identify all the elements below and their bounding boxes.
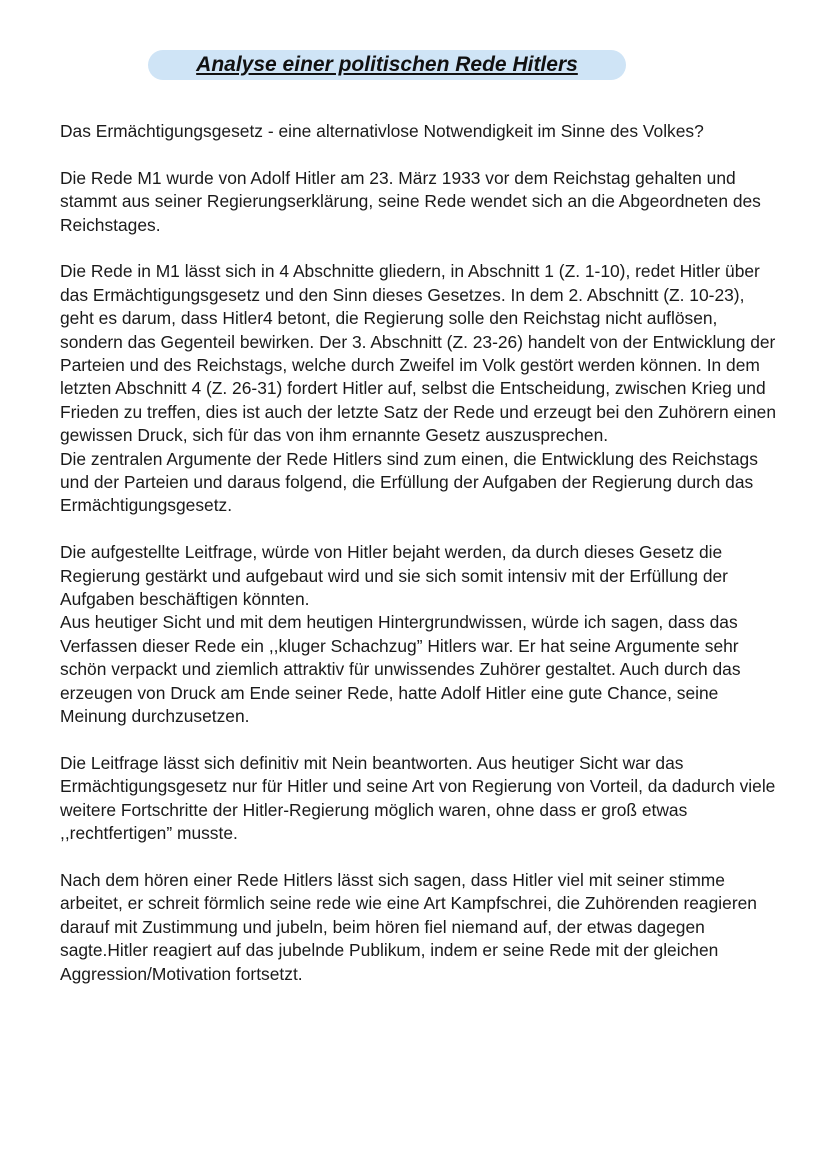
paragraph-introduction: Die Rede M1 wurde von Adolf Hitler am 23. März 1933 vor dem Reichstag gehalten und stammt aus seiner Regierungserklärung, seine Rede wendet sich an die Abgeordneten des Reichstages. (60, 167, 761, 235)
paragraph-modern-view: Aus heutiger Sicht und mit dem heutigen Hintergrundwissen, würde ich sagen, dass das Verfassen dieser Rede ein ,,kluger Schachzug” Hitlers war. Er hat seine Argumente sehr schön verpackt und ziemlich attraktiv für unwissendes Zuhörer gestaltet. Auch durch das erzeugen von Druck am Ende seiner Rede, hatte Adolf Hitler eine gute Chance, seine Meinung durchzusetzen. (60, 612, 741, 727)
document-body (60, 120, 782, 1009)
title-banner (148, 50, 626, 80)
paragraph-central-arguments: Die zentralen Argumente der Rede Hitlers sind zum einen, die Entwicklung des Reichstags und der Parteien und daraus folgend, die Erfüllung der Aufgaben der Regierung durch das Ermächtigungsgesetz. (60, 448, 758, 516)
paragraph-speech-observation: Nach dem hören einer Rede Hitlers lässt sich sagen, dass Hitler viel mit seiner stimme arbeitet, er schreit förmlich seine rede wie eine Art Kampfschrei, die Zuhörenden reagieren darauf mit Zustimmung und jubeln, beim hören fiel niemand auf, der etwas dagegen sagte.Hitler reagiert auf das jubelnde Publikum, indem er seine Rede mit der gleichen Aggression/Motivation fortsetzt. (60, 869, 757, 984)
leading-question: Das Ermächtigungsgesetz - eine alternativlose Notwendigkeit im Sinne des Volkes? (60, 121, 704, 141)
paragraph-structure: Die Rede in M1 lässt sich in 4 Abschnitte gliedern, in Abschnitt 1 (Z. 1-10), redet Hitler über das Ermächtigungsgesetz und den Sinn dieses Gesetzes. In dem 2. Abschnitt (Z. 10-23), geht es darum, dass Hitler4 betont, die Regierung solle den Reichstag nicht auflösen, sondern das Gegenteil bewirken. Der 3. Abschnitt (Z. 23-26) handelt von der Entwicklung der Parteien und des Reichstags, welche durch Zweifel im Volk gestört werden können. In dem letzten Abschnitt 4 (Z. 26-31) fordert Hitler auf, selbst die Entscheidung, zwischen Krieg und Frieden zu treffen, dies ist auch der letzte Satz der Rede und erzeugt bei den Zuhörern einen gewissen Druck, sich für das von ihm ernannte Gesetz auszusprechen. (60, 261, 777, 446)
page-title: Analyse einer politischen Rede Hitlers (196, 53, 578, 76)
paragraph-answer: Die Leitfrage lässt sich definitiv mit Nein beantworten. Aus heutiger Sicht war das Ermächtigungsgesetz nur für Hitler und seine Art von Regierung von Vorteil, da dadurch viele weitere Fortschritte der Hitler-Regierung möglich waren, ohne dass er groß etwas ,,rechtfertigen” musste. (60, 752, 776, 844)
paragraph-hitler-view: Die aufgestellte Leitfrage, würde von Hitler bejaht werden, da durch dieses Gesetz die Regierung gestärkt und aufgebaut wird und sie sich somit intensiv mit der Erfüllung der Aufgaben beschäftigen könnten. (60, 542, 728, 610)
